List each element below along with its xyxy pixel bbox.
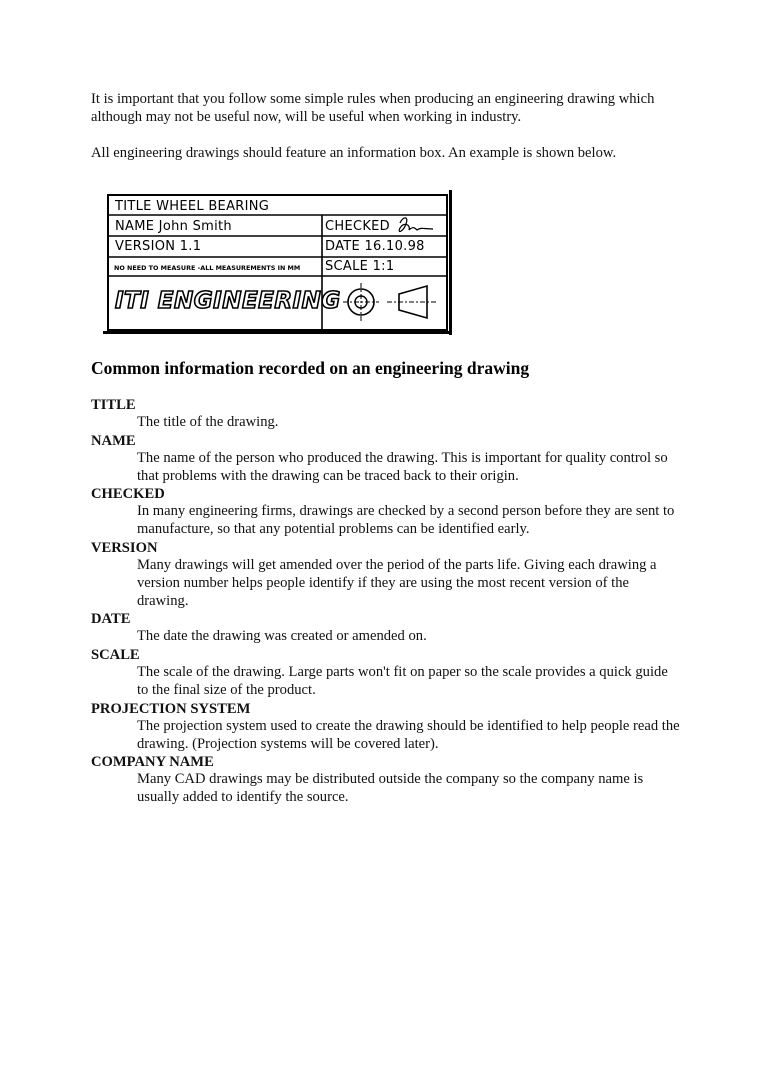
definition-list xyxy=(91,396,681,807)
signature-mark xyxy=(399,218,433,232)
title-block-drawing xyxy=(103,190,455,338)
intro-paragraph: It is important that you follow some simple rules when producing an engineering drawing which although may not be useful now, will be useful when working in industry. xyxy=(91,91,655,125)
definition-description: The projection system used to create the drawing should be identified to help people read the drawing. (Projection systems will be covered later). xyxy=(137,717,680,752)
title-block-checked: CHECKED xyxy=(325,219,390,234)
title-block-version: VERSION 1.1 xyxy=(115,239,202,254)
projection-symbol-icon xyxy=(343,283,437,321)
definition-description: Many drawings will get amended over the period of the parts life. Giving each drawing a version number helps people identify if they are using the most recent version of the drawing. xyxy=(137,556,657,609)
definition-description: In many engineering firms, drawings are checked by a second person before they are sent to manufacture, so that any potential problems can be identified early. xyxy=(137,503,675,538)
company-logo: ITI ENGINEERING xyxy=(115,288,341,314)
title-block-scale: SCALE 1:1 xyxy=(325,259,395,274)
title-block-name: NAME John Smith xyxy=(115,219,232,234)
definition-term: SCALE xyxy=(91,647,140,664)
definition-description: Many CAD drawings may be distributed outside the company so the company name is usually added to identify the source. xyxy=(137,771,644,806)
definition-term: CHECKED xyxy=(91,486,165,503)
title-block-date: DATE 16.10.98 xyxy=(325,239,425,254)
title-block-note: NO NEED TO MEASURE -ALL MEASUREMENTS IN MM xyxy=(114,264,301,272)
title-block-title: TITLE WHEEL BEARING xyxy=(115,199,270,214)
definition-term: VERSION xyxy=(91,539,158,556)
definition-description: The title of the drawing. xyxy=(137,414,279,430)
definition-description: The name of the person who produced the drawing. This is important for quality control so that problems with the drawing can be traced back to their origin. xyxy=(137,449,668,484)
definition-term: PROJECTION SYSTEM xyxy=(91,700,251,717)
intro-paragraph: All engineering drawings should feature an information box. An example is shown below. xyxy=(91,145,617,161)
definition-description: The scale of the drawing. Large parts won't fit on paper so the scale provides a quick guide to the final size of the product. xyxy=(137,664,668,698)
intro-section xyxy=(91,90,681,162)
definition-term: NAME xyxy=(91,432,136,449)
definition-description: The date the drawing was created or amended on. xyxy=(137,628,427,645)
definition-term: DATE xyxy=(91,611,131,628)
definition-term: TITLE xyxy=(91,397,136,413)
section-heading: Common information recorded on an engineering drawing xyxy=(91,358,530,378)
definition-term: COMPANY NAME xyxy=(91,754,214,771)
